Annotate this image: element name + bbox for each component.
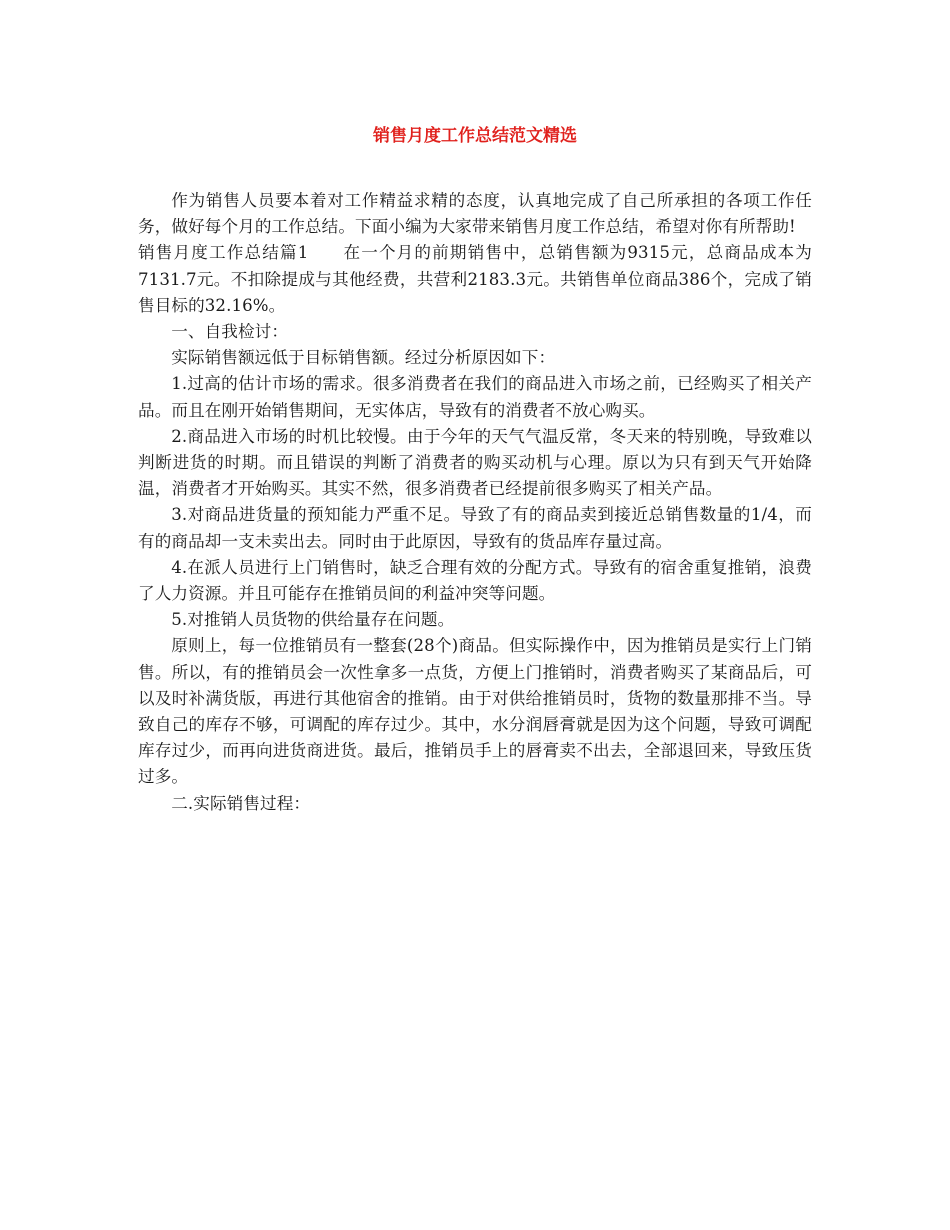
- section1-text: 在一个月的前期销售中，总销售额为9315元，总商品成本为7131.7元。不扣除提成与其他经费，共营利2183.3元。共销售单位商品386个，完成了销售目标的32.16%。: [138, 243, 813, 315]
- body-paragraph: 实际销售额远低于目标销售额。经过分析原因如下：: [171, 348, 556, 368]
- body-paragraph: 原则上，每一位推销员有一整套(28个)商品。但实际操作中，因为推销员是实行上门销售。所以，有的推销员会一次性拿多一点货，方便上门推销时，消费者购买了某商品后，可以及时补满货版，再进行其他宿舍的推销。由于对供给推销员时，货物的数量那排不当。导致自己的库存不够，可调配的库存过少。其中，水分润唇膏就是因为这个问题，导致可调配库存过少，而再向进货商进货。最后，推销员手上的唇膏卖不出去，全部退回来，导致压货过多。: [138, 636, 812, 787]
- section1-paragraph: [138, 240, 812, 319]
- intro-paragraph: 作为销售人员要本着对工作精益求精的态度，认真地完成了自己所承担的各项工作任务，做好每个月的工作总结。下面小编为大家带来销售月度工作总结，希望对你有所帮助!: [138, 191, 812, 237]
- body-paragraph: 2.商品进入市场的时机比较慢。由于今年的天气气温反常，冬天来的特别晚，导致难以判断进货的时期。而且错误的判断了消费者的购买动机与心理。原以为只有到天气开始降温，消费者才开始购买。其实不然，很多消费者已经提前很多购买了相关产品。: [138, 426, 812, 499]
- document-title: 销售月度工作总结范文精选: [373, 126, 577, 146]
- document-body: [138, 188, 812, 817]
- body-paragraph: 3.对商品进货量的预知能力严重不足。导致了有的商品卖到接近总销售数量的1/4，而有的商品却一支未卖出去。同时由于此原因，导致有的货品库存量过高。: [138, 505, 812, 551]
- sales-process-heading: 二.实际销售过程：: [171, 793, 311, 813]
- section1-heading: 销售月度工作总结篇1: [138, 243, 309, 263]
- body-paragraph: 1.过高的估计市场的需求。很多消费者在我们的商品进入市场之前，已经购买了相关产品。而且在刚开始销售期间，无实体店，导致有的消费者不放心购买。: [138, 374, 812, 420]
- self-review-heading: 一、自我检讨：: [171, 322, 289, 342]
- body-paragraph: 4.在派人员进行上门销售时，缺乏合理有效的分配方式。导致有的宿舍重复推销，浪费了人力资源。并且可能存在推销员间的利益冲突等问题。: [138, 557, 812, 604]
- body-paragraph: 5.对推销人员货物的供给量存在问题。: [171, 610, 455, 630]
